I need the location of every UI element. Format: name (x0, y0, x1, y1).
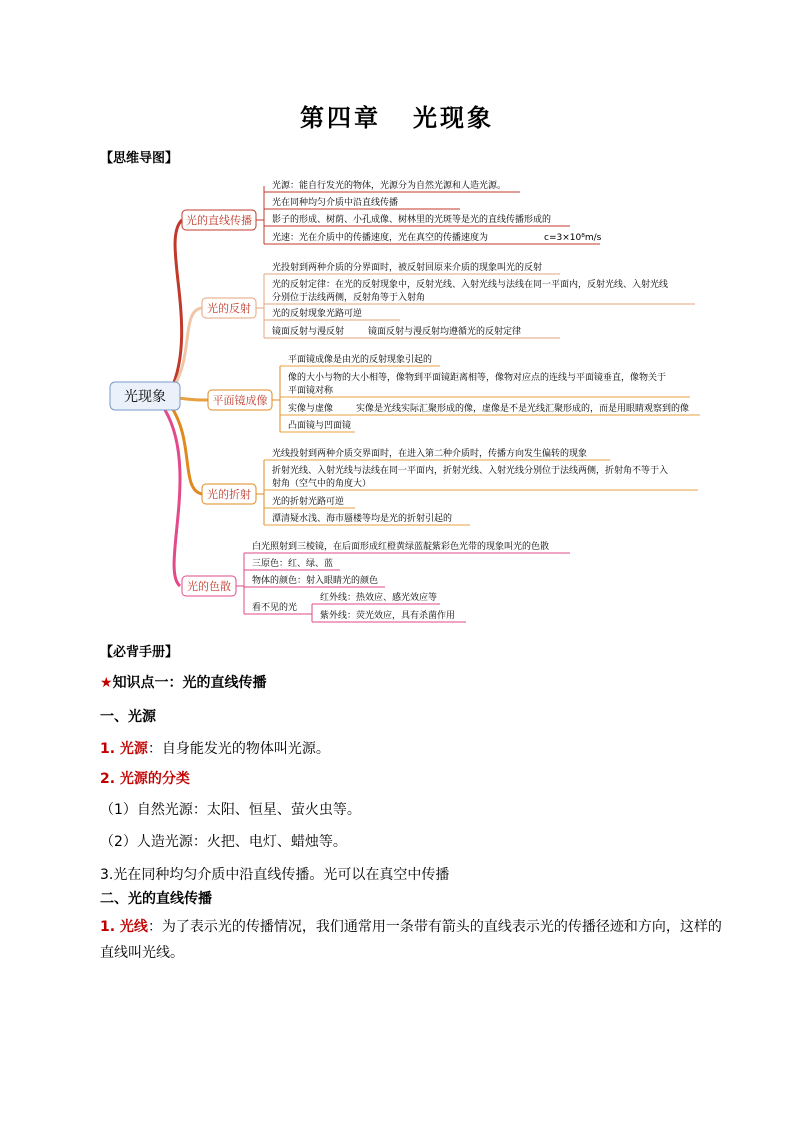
mm-b4-leaf-5: 潭清疑水浅、海市蜃楼等均是光的折射引起的 (272, 514, 453, 524)
mm-b3-leaf-1: 平面镜成像是由光的反射现象引起的 (288, 355, 433, 365)
star-icon: ★ (100, 675, 113, 691)
mm-b4-leaf-2: 折射光线、入射光线与法线在同一平面内，折射光线、入射光线分别位于法线两侧，折射角不等于入 (272, 466, 669, 476)
mm-b5-leaf-5: 红外线：热效应、感光效应等 (320, 593, 438, 603)
mm-branch-2-label: 光的反射 (207, 302, 251, 315)
mm-b3-leaf-2: 像的大小与物的大小相等，像物到平面镜距离相等，像物对应点的连线与平面镜垂直，像物关于 (288, 373, 667, 383)
mm-b5-leaf-3: 物体的颜色：射入眼睛光的颜色 (252, 576, 379, 586)
mm-b5-leaf-4: 看不见的光 (252, 603, 298, 613)
section-mindmap-tag: 【思维导图】 (100, 151, 179, 166)
mm-b3-leaf-4: 实像与虚像 (288, 404, 334, 414)
mm-branch-4-label: 光的折射 (207, 488, 251, 501)
mm-b2-leaf-5: 镜面反射与漫反射 (272, 327, 345, 337)
mm-b2-leaf-6: 镜面反射与漫反射均遵循光的反射定律 (368, 327, 522, 337)
mm-b5-leaf-1: 白光照射到三棱镜，在后面形成红橙黄绿蓝靛紫彩色光带的现象叫光的色散 (252, 542, 550, 552)
mm-root-label: 光现象 (124, 389, 166, 405)
knowledge-point-heading: ★知识点一：光的直线传播 (100, 675, 267, 691)
mm-b2-leaf-2: 光的反射定律：在光的反射现象中，反射光线、入射光线与法线在同一平面内，反射光线、入射光线 (272, 280, 669, 290)
paragraph-6: 1. 光线：为了表示光的传播情况，我们通常用一条带有箭头的直线表示光的传播径迹和方向，这样的直线叫光线。 (100, 919, 722, 961)
heading-straight-line: 二、光的直线传播 (100, 891, 212, 907)
mm-connector-5 (165, 410, 180, 586)
mm-b2-leaf-3: 分别位于法线两侧，反射角等于入射角 (272, 293, 426, 303)
paragraph-1: 1. 光源：自身能发光的物体叫光源。 (100, 741, 330, 757)
paragraph-4: （2）人造光源：火把、电灯、蜡烛等。 (100, 834, 347, 850)
section-handbook-tag: 【必背手册】 (100, 645, 179, 660)
mm-b4-leaf-4: 光的折射光路可逆 (272, 497, 345, 507)
mm-b4-leaf-3: 射角（空气中的角度大） (272, 479, 372, 489)
mm-connector-3 (178, 398, 208, 400)
mm-branch-1-label: 光的直线传播 (186, 214, 252, 227)
mm-b1-leaf-3: 影子的形成、树荫、小孔成像、树林里的光斑等是光的直线传播形成的 (272, 215, 552, 225)
mm-b1-leaf-5: c=3×10⁸m/s (544, 233, 602, 243)
mm-b4-leaf-1: 光线投射到两种介质交界面时，在进入第二种介质时，传播方向发生偏转的现象 (272, 449, 588, 459)
mm-b1-leaf-2: 光在同种均匀介质中沿直线传播 (272, 198, 399, 208)
mm-b1-leaf-4: 光速：光在介质中的传播速度，光在真空的传播速度为 (272, 233, 489, 243)
paragraph-5: 3.光在同种均匀介质中沿直线传播。光可以在真空中传播 (100, 867, 450, 883)
mm-b5-leaf-2: 三原色：红、绿、蓝 (252, 559, 334, 569)
mm-b5-leaf-6: 紫外线：荧光效应，具有杀菌作用 (320, 611, 456, 621)
mm-connector-1 (170, 220, 182, 392)
mm-b1-leaf-1: 光源：能自行发光的物体，光源分为自然光源和人造光源。 (272, 181, 507, 191)
title-topic: 光现象 (413, 103, 494, 132)
mm-branch-3-label: 平面镜成像 (212, 394, 268, 407)
mm-b3-leaf-3: 平面镜对称 (288, 386, 334, 396)
paragraph-2-heading: 2. 光源的分类 (100, 771, 190, 787)
title-chapter: 第四章 (300, 103, 381, 132)
mm-b2-leaf-1: 光投射到两种介质的分界面时，被反射回原来介质的现象叫光的反射 (272, 263, 543, 273)
mm-b3-leaf-6: 凸面镜与凹面镜 (288, 421, 352, 431)
mm-b2-leaf-4: 光的反射现象光路可逆 (272, 309, 363, 319)
mm-b3-leaf-5: 实像是光线实际汇聚形成的像，虚像是不是光线汇聚形成的，而是用眼睛观察到的像 (356, 404, 690, 414)
mm-branch-5-label: 光的色散 (187, 580, 231, 593)
mm-connector-4 (170, 405, 202, 494)
heading-light-source: 一、光源 (100, 709, 156, 725)
paragraph-3: （1）自然光源：太阳、恒星、萤火虫等。 (100, 802, 361, 818)
